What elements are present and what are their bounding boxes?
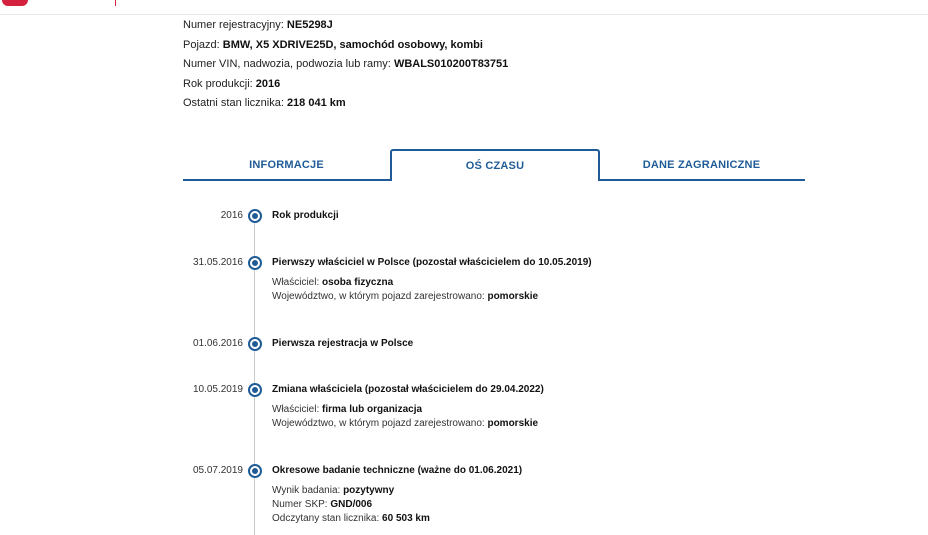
timeline-dot-icon: [248, 383, 262, 397]
mileage-value: 218 041 km: [286, 97, 346, 109]
region-value: pomorskie: [487, 291, 539, 302]
tab-information[interactable]: INFORMACJE: [249, 159, 324, 171]
vehicle-value: BMW, X5 XDRIVE25D, samochód osobowy, kombi: [222, 38, 483, 51]
event-date: 31.05.2016: [192, 257, 243, 268]
vehicle-label: Pojazd:: [183, 38, 223, 51]
event-region: [272, 417, 538, 431]
mileage-label: Ostatni stan licznika:: [183, 97, 287, 109]
production-year-label: Rok produkcji:: [183, 77, 256, 90]
owner-value: osoba fizyczna: [322, 277, 394, 288]
registration-value: NE5298J: [286, 19, 333, 31]
event-owner: [272, 403, 422, 417]
timeline-dot-icon: [248, 464, 262, 478]
event-title: Pierwsza rejestracja w Polsce: [272, 338, 414, 349]
owner-value: firma lub organizacja: [322, 404, 423, 415]
skp-value: GND/006: [330, 499, 373, 510]
result-value: pozytywny: [343, 485, 395, 496]
odometer-label: Odczytany stan licznika:: [272, 513, 383, 524]
region-label: Województwo, w którym pojazd zarejestrowano:: [272, 418, 488, 429]
vin-label: Numer VIN, nadwozia, podwozia lub ramy:: [183, 58, 394, 70]
event-title: Pierwszy właściciel w Polsce (pozostał właścicielem do 10.05.2019): [272, 257, 592, 268]
event-skp: [272, 498, 372, 512]
timeline-dot-icon: [248, 256, 262, 270]
tab-foreign-data[interactable]: DANE ZAGRANICZNE: [642, 159, 761, 171]
event-date: 10.05.2019: [192, 384, 243, 395]
event-date: 05.07.2019: [192, 465, 243, 476]
region-label: Województwo, w którym pojazd zarejestrowano:: [272, 291, 488, 302]
result-label: Wynik badania:: [272, 485, 344, 496]
event-date: 2016: [220, 210, 243, 221]
event-title: Okresowe badanie techniczne (ważne do 01.06.2021): [272, 465, 523, 476]
odometer-value: 60 503 km: [382, 513, 430, 524]
production-year-value: 2016: [255, 77, 281, 90]
owner-label: Właściciel:: [272, 277, 323, 288]
timeline-dot-icon: [248, 337, 262, 351]
vin-value: WBALS010200T83751: [393, 58, 509, 70]
registration-label: Numer rejestracyjny:: [183, 19, 287, 31]
tab-timeline[interactable]: OŚ CZASU: [390, 149, 600, 181]
owner-label: Właściciel:: [272, 404, 323, 415]
event-date: 01.06.2016: [192, 338, 243, 349]
event-owner: [272, 276, 393, 290]
event-title: Rok produkcji: [272, 210, 339, 221]
region-value: pomorskie: [487, 418, 539, 429]
event-region: [272, 290, 538, 304]
event-result: [272, 484, 394, 498]
event-title: Zmiana właściciela (pozostał właścicielem do 29.04.2022): [272, 384, 544, 395]
event-odometer: [272, 512, 430, 526]
skp-label: Numer SKP:: [272, 499, 331, 510]
timeline-dot-icon: [248, 209, 262, 223]
